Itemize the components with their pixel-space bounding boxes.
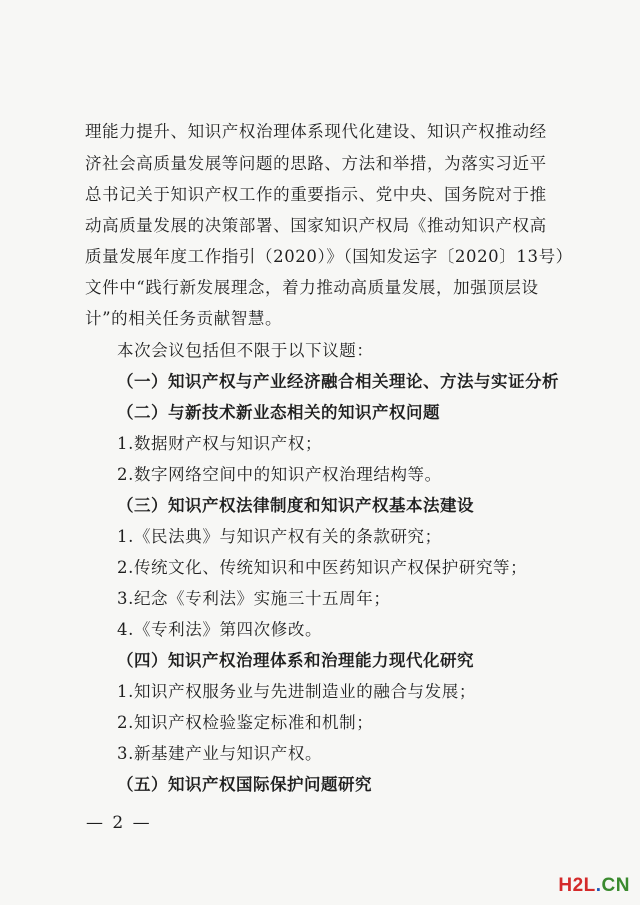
body-line: 计”的相关任务贡献智慧。: [85, 309, 283, 328]
body-line: 动高质量发展的决策部署、国家知识产权局《推动知识产权高: [85, 216, 547, 235]
topic-item: 4.《专利法》第四次修改。: [117, 620, 323, 639]
body-line: 济社会高质量发展等问题的思路、方法和举措，为落实习近平: [85, 154, 547, 173]
topic-item: 2.数字网络空间中的知识产权治理结构等。: [117, 465, 442, 484]
intro-paragraph: 本次会议包括但不限于以下议题：: [117, 341, 374, 360]
topic-heading-3: （三）知识产权法律制度和知识产权基本法建设: [117, 496, 474, 515]
body-line: 文件中“践行新发展理念，着力推动高质量发展，加强顶层设: [85, 278, 539, 297]
watermark-main: H2L: [558, 875, 596, 896]
body-line: 质量发展年度工作指引（2020）》（国知发运字〔2020〕13号）: [85, 247, 573, 266]
topic-item: 2.传统文化、传统知识和中医药知识产权保护研究等；: [117, 558, 528, 577]
site-watermark: [558, 875, 630, 897]
topic-item: 3.纪念《专利法》实施三十五周年；: [117, 589, 391, 608]
topic-heading-4: （四）知识产权治理体系和治理能力现代化研究: [117, 651, 474, 670]
body-line: 总书记关于知识产权工作的重要指示、党中央、国务院对于推: [85, 185, 547, 204]
topic-heading-2: （二）与新技术新业态相关的知识产权问题: [117, 403, 440, 422]
topic-item: 1.知识产权服务业与先进制造业的融合与发展；: [117, 682, 476, 701]
topic-item: 1.数据财产权与知识产权；: [117, 434, 323, 453]
watermark-suffix: CN: [601, 875, 630, 896]
body-line: 理能力提升、知识产权治理体系现代化建设、知识产权推动经: [85, 122, 547, 141]
watermark-dot: .: [595, 875, 602, 896]
topic-heading-5: （五）知识产权国际保护问题研究: [117, 775, 372, 794]
topic-item: 2.知识产权检验鉴定标准和机制；: [117, 713, 374, 732]
topic-item: 3.新基建产业与知识产权。: [117, 744, 323, 763]
topic-item: 1.《民法典》与知识产权有关的条款研究；: [117, 527, 442, 546]
topic-heading-1: （一）知识产权与产业经济融合相关理论、方法与实证分析: [117, 372, 559, 391]
page-number: — 2 —: [86, 813, 152, 833]
